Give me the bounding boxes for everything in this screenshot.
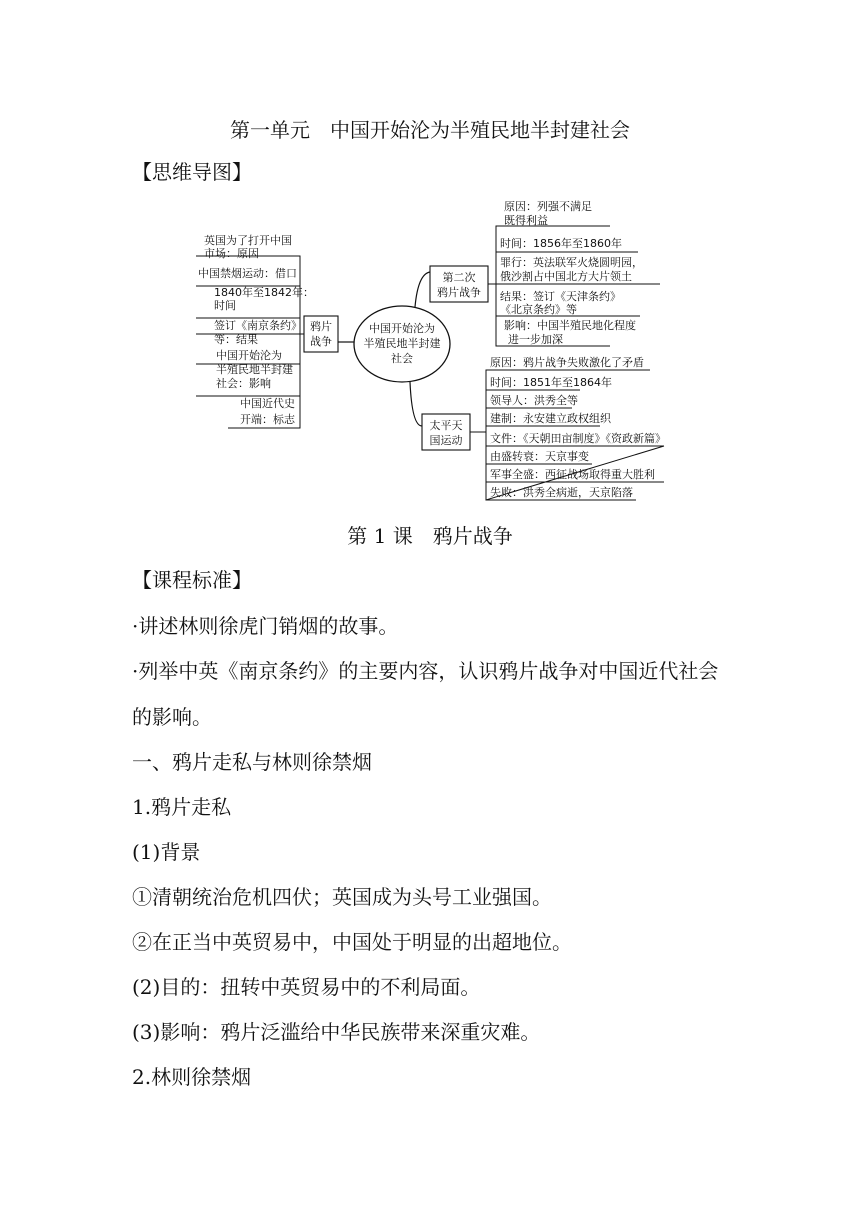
mind-map-connector	[410, 382, 422, 426]
subsection-heading: 2.林则徐禁烟	[132, 1065, 252, 1089]
subsection-heading: 1.鸦片走私	[132, 795, 232, 819]
mind-map-opium-war-label: 鸦片	[310, 320, 332, 333]
mind-map-second-opium-war-label: 鸦片战争	[437, 286, 481, 299]
mind-map-center-text: 社会	[391, 352, 413, 365]
mind-map-item: 由盛转衰：天京事变	[490, 450, 589, 463]
mind-map-diagram	[190, 196, 680, 508]
mind-map-item: 中国近代史	[240, 397, 295, 410]
mind-map-item: 结果：签订《天津条约》	[500, 290, 621, 303]
mind-map-item: 半殖民地半封建	[216, 363, 293, 376]
mind-map-item: 进一步加深	[508, 333, 563, 346]
mind-map-taiping-label: 国运动	[429, 434, 463, 447]
mind-map-item: 失败：洪秀全病逝，天京陷落	[490, 486, 633, 499]
mind-map-second-opium-war-label: 第二次	[442, 271, 476, 284]
mind-map-item: 《北京条约》等	[500, 303, 577, 316]
mind-map-item: 时间	[214, 299, 236, 312]
mind-map-item: 中国开始沦为	[216, 349, 282, 362]
section-heading: 【课程标准】	[132, 568, 252, 592]
mind-map-item: 俄沙割占中国北方大片领土	[500, 270, 632, 283]
mind-map-item: 建制：永安建立政权组织	[490, 412, 611, 425]
mind-map-item: 文件：《天朝田亩制度》《资政新篇》	[490, 432, 666, 445]
section-heading: 一、鸦片走私与林则徐禁烟	[132, 750, 372, 774]
bullet-text: ·讲述林则徐虎门销烟的故事。	[132, 614, 399, 638]
mind-map-item: 1840年至1842年：	[214, 286, 314, 299]
mind-map-item: 等：结果	[214, 333, 258, 346]
mind-map-taiping-label: 太平天	[429, 419, 463, 432]
mind-map-item: 原因：列强不满足	[504, 200, 592, 213]
mind-map-item: 市场：原因	[204, 247, 259, 260]
mind-map-item: 时间：1856年至1860年	[500, 237, 622, 250]
mind-map-item: 中国禁烟运动：借口	[198, 267, 297, 280]
lesson-title: 第 1 课 鸦片战争	[347, 524, 513, 548]
mind-map-item: 英国为了打开中国	[204, 234, 292, 247]
mind-map-item: 时间：1851年至1864年	[490, 376, 612, 389]
mind-map-center-text: 半殖民地半封建	[363, 337, 441, 350]
mind-map-center-text: 中国开始沦为	[369, 322, 435, 335]
mind-map-item: 领导人：洪秀全等	[490, 394, 578, 407]
mind-map-item: 开端：标志	[240, 413, 295, 426]
body-text: ②在正当中英贸易中，中国处于明显的出超地位。	[132, 930, 572, 954]
unit-title: 第一单元 中国开始沦为半殖民地半封建社会	[230, 118, 630, 142]
body-text: (1)背景	[132, 840, 201, 864]
mindmap-heading: 【思维导图】	[132, 160, 252, 184]
mind-map-item: 影响：中国半殖民地化程度	[504, 319, 636, 332]
bullet-text: ·列举中英《南京条约》的主要内容，认识鸦片战争对中国近代社会	[132, 659, 719, 683]
mind-map-connector	[415, 272, 430, 307]
mind-map	[190, 196, 680, 508]
mind-map-item: 罪行：英法联军火烧圆明园，	[500, 256, 643, 269]
body-text: ①清朝统治危机四伏；英国成为头号工业强国。	[132, 885, 552, 909]
body-text: (2)目的：扭转中英贸易中的不利局面。	[132, 975, 481, 999]
mind-map-item: 社会：影响	[216, 377, 271, 390]
mind-map-item: 原因：鸦片战争失败激化了矛盾	[490, 356, 644, 369]
body-text: 的影响。	[132, 705, 212, 729]
mind-map-item: 签订《南京条约》	[214, 319, 302, 332]
mind-map-opium-war-label: 战争	[310, 335, 332, 348]
mind-map-item: 军事全盛：西征战场取得重大胜利	[490, 468, 655, 481]
body-text: (3)影响：鸦片泛滥给中华民族带来深重灾难。	[132, 1020, 541, 1044]
mind-map-item: 既得利益	[504, 214, 548, 227]
